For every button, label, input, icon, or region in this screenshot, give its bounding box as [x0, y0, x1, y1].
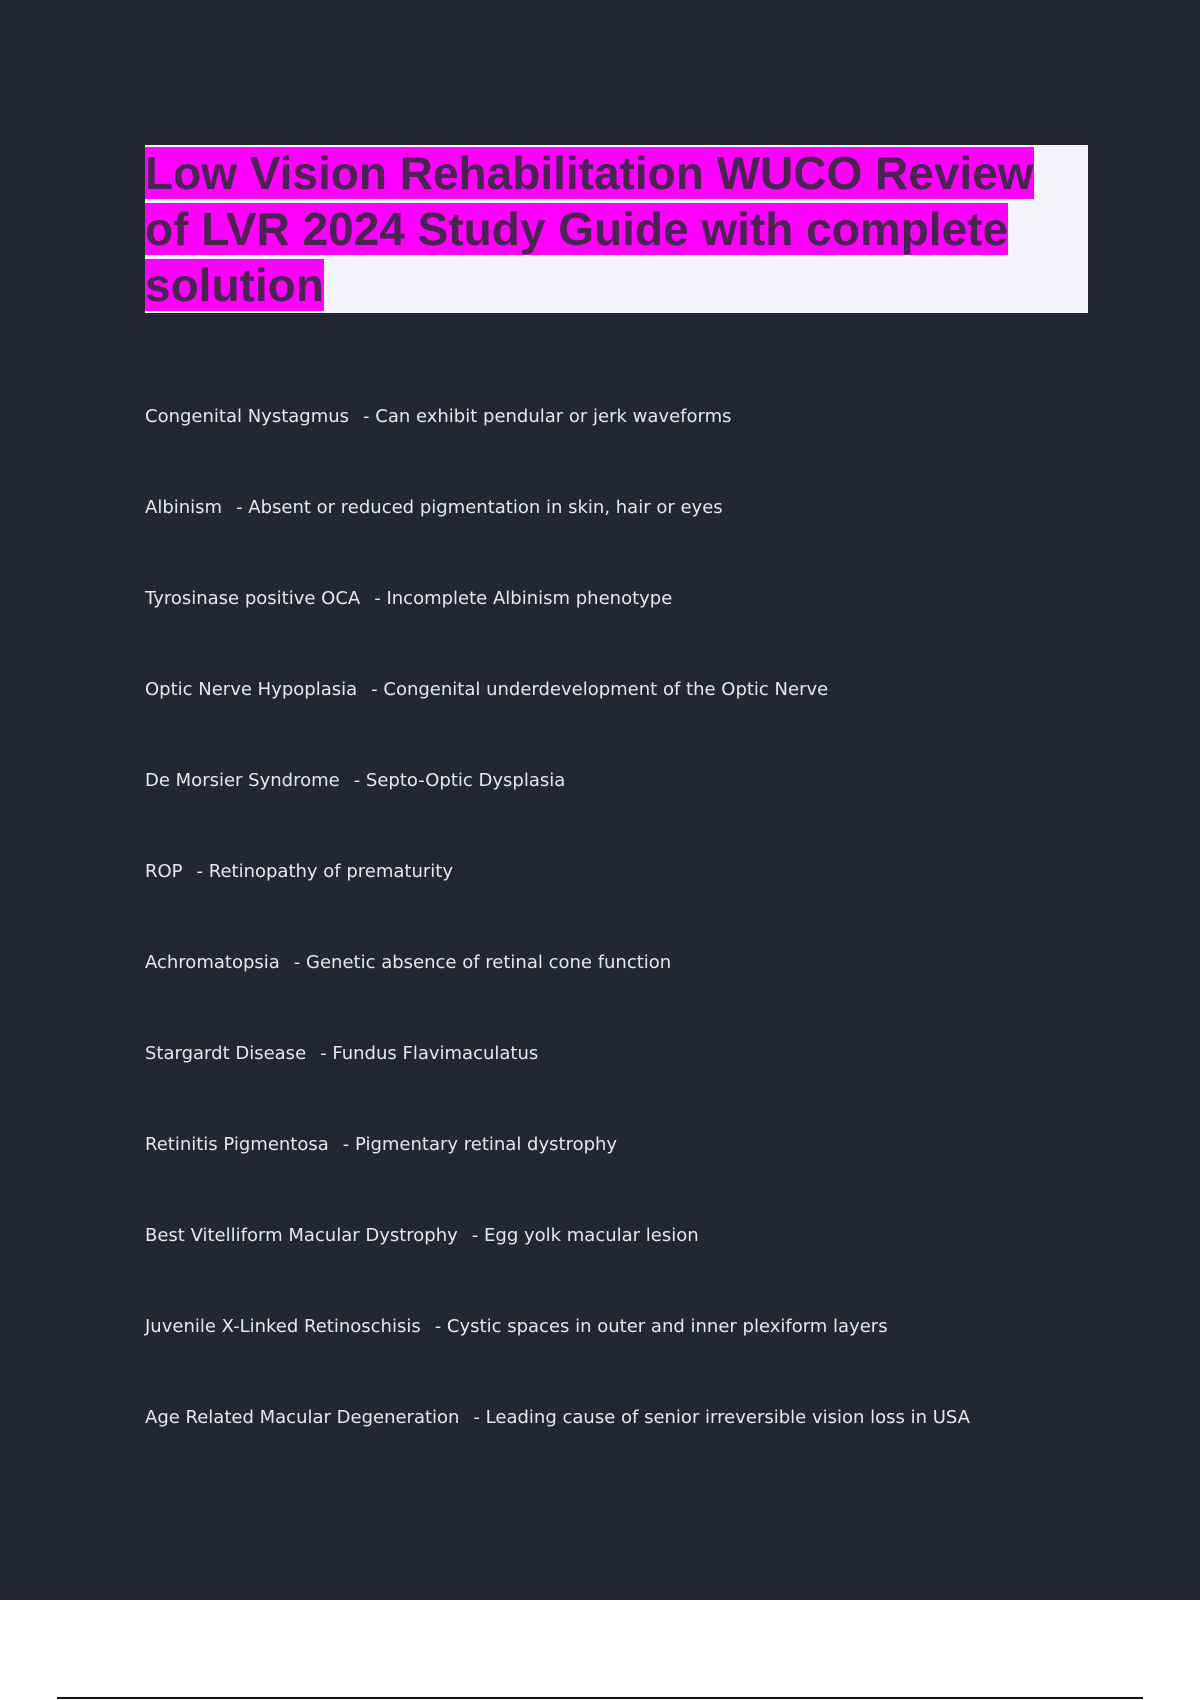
list-item: [145, 764, 1145, 855]
list-item: [145, 491, 1145, 582]
term-label: Achromatopsia: [145, 952, 280, 973]
term-label: Optic Nerve Hypoplasia: [145, 679, 358, 700]
answer-text: - Incomplete Albinism phenotype: [374, 588, 673, 609]
footer-divider: [57, 1697, 1143, 1699]
list-item: [145, 673, 1145, 764]
answer-text: - Retinopathy of prematurity: [196, 861, 454, 882]
list-item: [145, 946, 1145, 1037]
list-item: [145, 582, 1145, 673]
term-label: Juvenile X-Linked Retinoschisis: [145, 1316, 421, 1337]
answer-text: - Congenital underdevelopment of the Optic Nerve: [371, 679, 829, 700]
answer-text: - Pigmentary retinal dystrophy: [342, 1134, 618, 1155]
term-label: Retinitis Pigmentosa: [145, 1134, 329, 1155]
answer-text: - Genetic absence of retinal cone function: [293, 952, 672, 973]
answer-text: - Absent or reduced pigmentation in skin, hair or eyes: [236, 497, 723, 518]
answer-text: - Fundus Flavimaculatus: [320, 1043, 539, 1064]
term-label: ROP: [145, 861, 183, 882]
title-highlight: Low Vision Rehabilitation WUCO Review of LVR 2024 Study Guide with complete solution: [145, 147, 1034, 311]
term-label: Stargardt Disease: [145, 1043, 307, 1064]
term-label: Best Vitelliform Macular Dystrophy: [145, 1225, 458, 1246]
answer-text: - Can exhibit pendular or jerk waveforms: [363, 406, 732, 427]
term-label: Albinism: [145, 497, 223, 518]
list-item: [145, 400, 1145, 491]
term-label: Age Related Macular Degeneration: [145, 1407, 460, 1428]
title-box: [145, 145, 1088, 313]
page-title: [145, 145, 1088, 313]
answer-text: - Leading cause of senior irreversible vision loss in USA: [473, 1407, 970, 1428]
term-label: De Morsier Syndrome: [145, 770, 340, 791]
list-item: [145, 1401, 1145, 1492]
term-label: Tyrosinase positive OCA: [145, 588, 361, 609]
answer-text: - Septo-Optic Dysplasia: [353, 770, 566, 791]
term-label: Congenital Nystagmus: [145, 406, 350, 427]
list-item: [145, 1037, 1145, 1128]
list-item: [145, 855, 1145, 946]
qa-list: [145, 400, 1145, 1492]
answer-text: - Egg yolk macular lesion: [471, 1225, 699, 1246]
answer-text: - Cystic spaces in outer and inner plexiform layers: [434, 1316, 888, 1337]
list-item: [145, 1310, 1145, 1401]
list-item: [145, 1219, 1145, 1310]
list-item: [145, 1128, 1145, 1219]
